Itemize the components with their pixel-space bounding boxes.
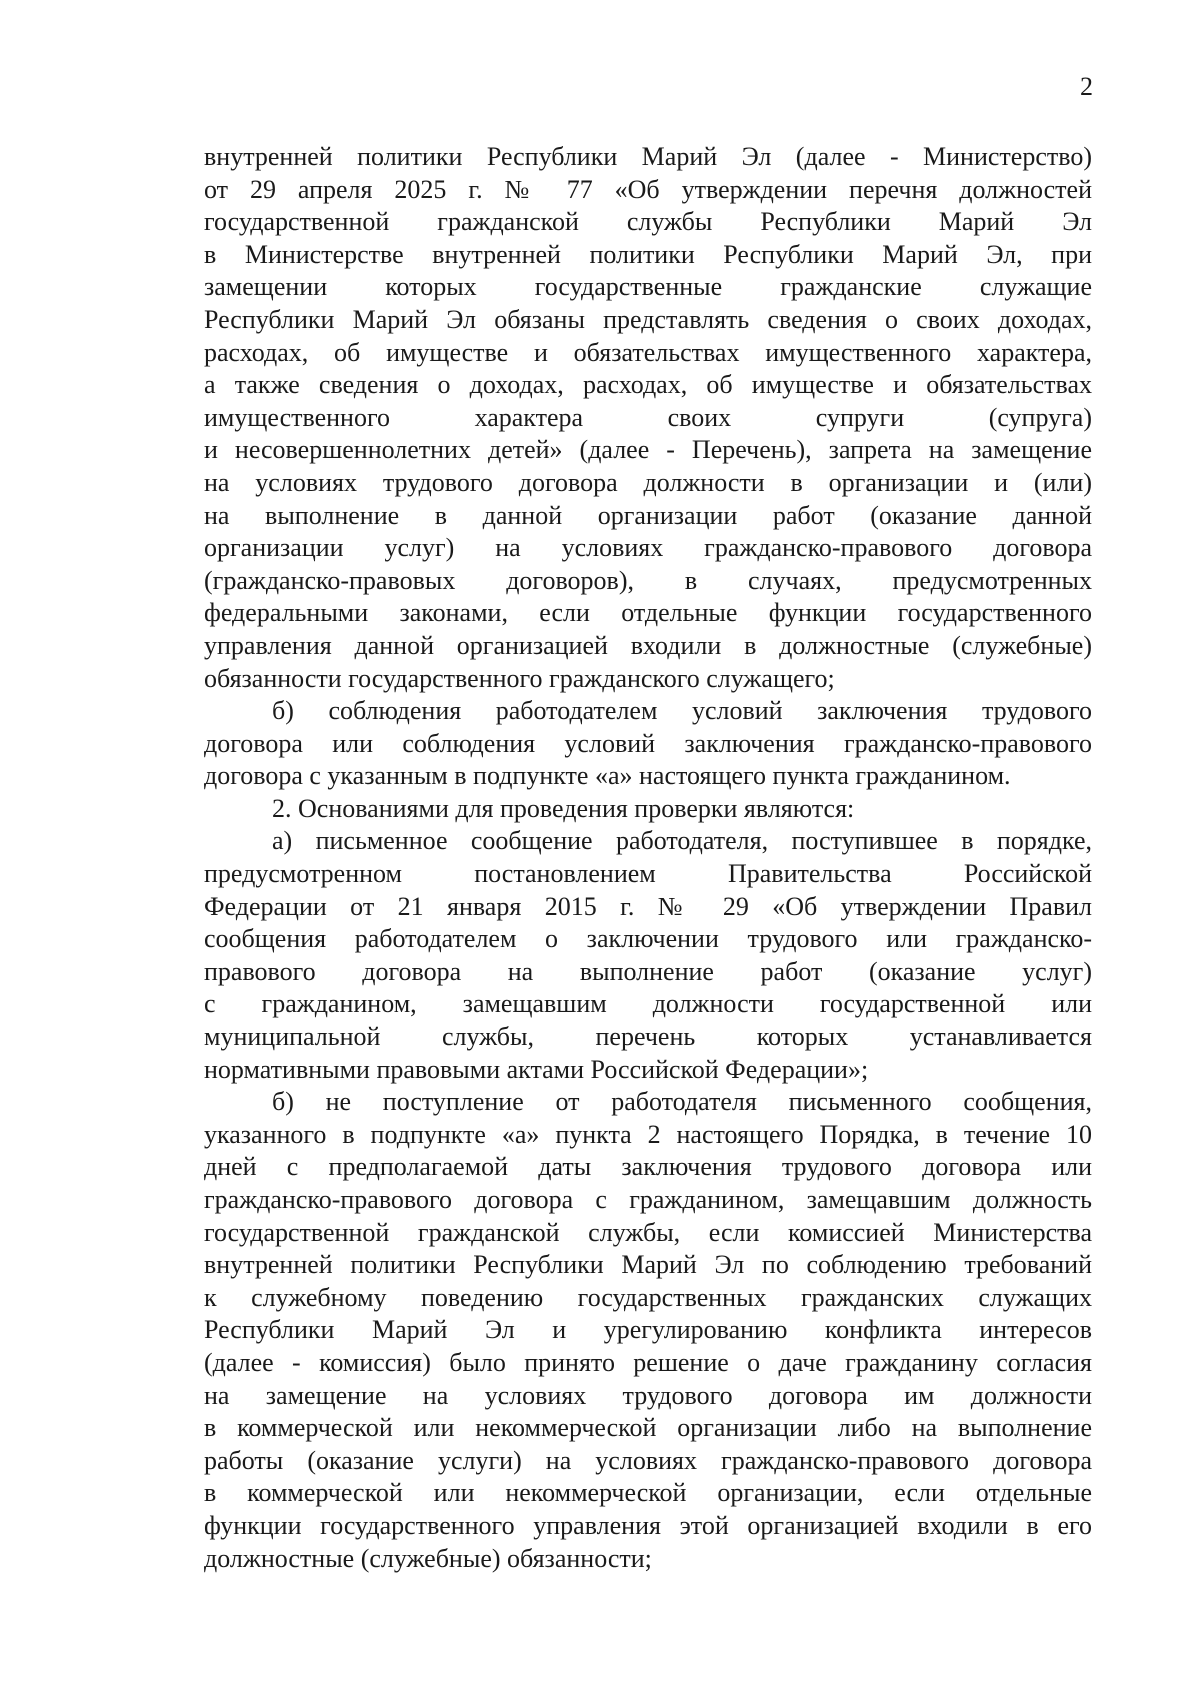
- text-line: внутренней политики Республики Марий Эл (далее - Министерство): [204, 142, 1092, 171]
- document-body: [204, 141, 1092, 1575]
- text-line: обязанности государственного гражданского служащего;: [204, 663, 835, 693]
- text-line: договора с указанным в подпункте «а» настоящего пункта гражданином.: [204, 761, 1011, 791]
- text-line: муниципальной службы, перечень которых устанавливается: [204, 1022, 1092, 1052]
- text-line: нормативными правовыми актами Российской Федерации»;: [204, 1054, 869, 1084]
- text-line: в коммерческой или некоммерческой организации, если отдельные: [204, 1478, 1092, 1508]
- text-line: должностные (служебные) обязанности;: [204, 1543, 652, 1573]
- text-line: Республики Марий Эл обязаны представлять сведения о своих доходах,: [204, 304, 1092, 334]
- text-line: к служебному поведению государственных гражданских служащих: [204, 1282, 1092, 1312]
- text-line: государственной гражданской службы, если комиссией Министерства: [204, 1217, 1092, 1247]
- text-line: гражданско-правового договора с гражданином, замещавшим должность: [204, 1185, 1092, 1214]
- text-line: б) не поступление от работодателя письменного сообщения,: [272, 1087, 1092, 1117]
- text-line: от 29 апреля 2025 г. № 77 «Об утверждении перечня должностей: [204, 174, 1092, 204]
- text-line: управления данной организацией входили в должностные (служебные): [204, 630, 1092, 660]
- text-line: предусмотренном постановлением Правительства Российской: [204, 859, 1092, 889]
- text-line: функции государственного управления этой организацией входили в его: [204, 1510, 1092, 1540]
- text-line: а также сведения о доходах, расходах, об имуществе и обязательствах: [204, 370, 1092, 400]
- text-line: организации услуг) на условиях гражданско-правового договора: [204, 533, 1092, 563]
- text-line: работы (оказание услуги) на условиях гражданско-правового договора: [204, 1445, 1092, 1475]
- text-line: дней с предполагаемой даты заключения трудового договора или: [204, 1152, 1092, 1182]
- text-line: б) соблюдения работодателем условий заключения трудового: [272, 696, 1092, 726]
- text-line: Федерации от 21 января 2015 г. № 29 «Об утверждении Правил: [204, 891, 1092, 921]
- text-line: и несовершеннолетних детей» (далее - Перечень), запрета на замещение: [204, 435, 1092, 465]
- text-line: сообщения работодателем о заключении трудового или гражданско-: [204, 924, 1092, 954]
- text-line: государственной гражданской службы Республики Марий Эл: [204, 207, 1092, 237]
- text-line: договора или соблюдения условий заключения гражданско-правового: [204, 728, 1092, 758]
- text-line: федеральными законами, если отдельные функции государственного: [204, 598, 1092, 628]
- text-line: (гражданско-правовых договоров), в случаях, предусмотренных: [204, 565, 1092, 595]
- text-line: замещении которых государственные гражданские служащие: [204, 272, 1092, 302]
- text-line: на условиях трудового договора должности в организации и (или): [204, 467, 1092, 497]
- text-line: на замещение на условиях трудового договора им должности: [204, 1380, 1092, 1410]
- text-line: а) письменное сообщение работодателя, поступившее в порядке,: [272, 826, 1092, 856]
- text-line: 2. Основаниями для проведения проверки являются:: [272, 793, 855, 823]
- text-line: в Министерстве внутренней политики Республики Марий Эл, при: [204, 239, 1092, 269]
- text-line: расходах, об имуществе и обязательствах имущественного характера,: [204, 337, 1092, 367]
- text-line: имущественного характера своих супруги (супруга): [204, 402, 1092, 432]
- text-line: указанного в подпункте «а» пункта 2 настоящего Порядка, в течение 10: [204, 1119, 1092, 1149]
- text-line: на выполнение в данной организации работ (оказание данной: [204, 500, 1092, 530]
- page-number: 2: [1080, 72, 1093, 101]
- text-line: (далее - комиссия) было принято решение о даче гражданину согласия: [204, 1347, 1092, 1377]
- text-line: Республики Марий Эл и урегулированию конфликта интересов: [204, 1315, 1092, 1345]
- text-line: внутренней политики Республики Марий Эл по соблюдению требований: [204, 1250, 1092, 1280]
- text-line: в коммерческой или некоммерческой организации либо на выполнение: [204, 1413, 1092, 1443]
- text-line: с гражданином, замещавшим должности государственной или: [204, 989, 1092, 1019]
- text-line: правового договора на выполнение работ (оказание услуг): [204, 956, 1092, 986]
